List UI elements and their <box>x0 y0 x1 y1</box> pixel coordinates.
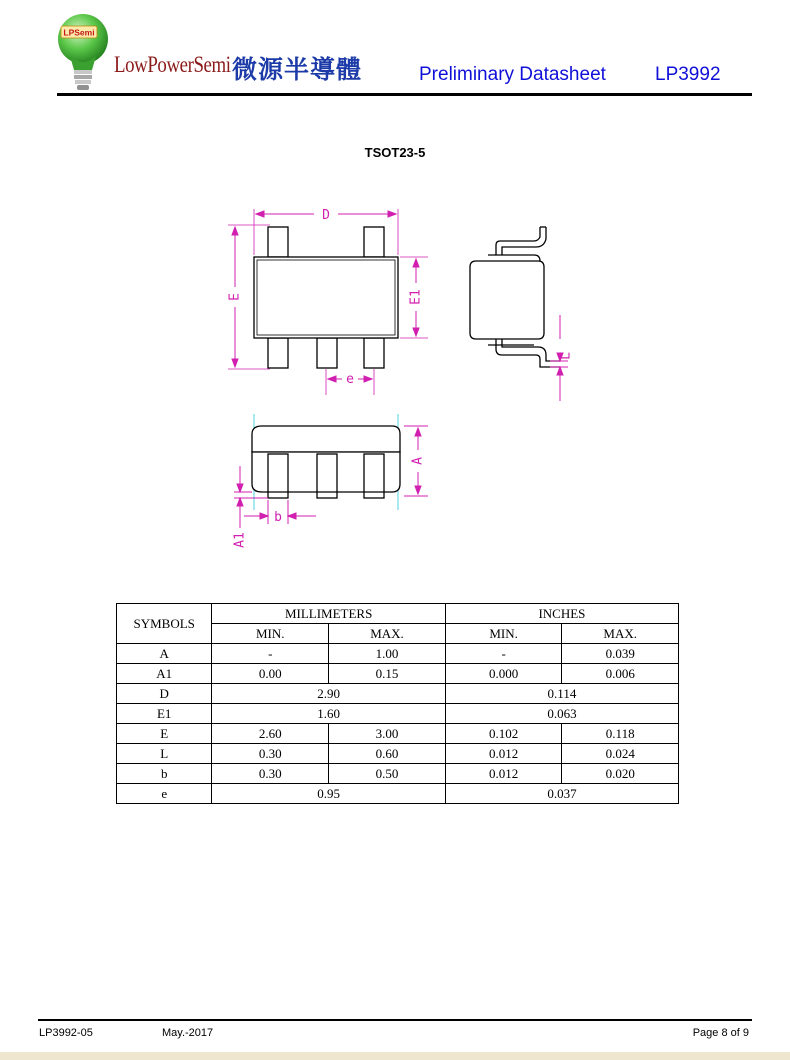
in-nominal-cell: 0.114 <box>445 684 678 704</box>
table-row <box>117 684 679 704</box>
package-front-view <box>216 408 446 568</box>
brand-name-chinese: 微源半導體 <box>232 55 363 84</box>
mm-nominal-cell: 1.60 <box>212 704 445 724</box>
symbol-cell: L <box>117 744 212 764</box>
table-row <box>117 704 679 724</box>
in-max-header: MAX. <box>562 624 679 644</box>
millimeters-header: MILLIMETERS <box>212 604 445 624</box>
footer-date: May.-2017 <box>162 1027 214 1039</box>
symbol-cell: b <box>117 764 212 784</box>
brand-name: LowPowerSemi <box>114 52 231 77</box>
dim-label-d: D <box>322 208 330 223</box>
mm-min-cell: 2.60 <box>212 724 329 744</box>
symbol-cell: e <box>117 784 212 804</box>
package-top-view <box>216 195 446 395</box>
mm-nominal-cell: 2.90 <box>212 684 445 704</box>
document-type: Preliminary Datasheet <box>419 64 606 85</box>
dim-label-a1: A1 <box>232 532 248 548</box>
lpsemi-logo <box>56 12 110 94</box>
mm-min-cell: - <box>212 644 329 664</box>
in-min-header: MIN. <box>445 624 562 644</box>
mm-min-cell: 0.00 <box>212 664 329 684</box>
symbol-cell: E1 <box>117 704 212 724</box>
table-row <box>117 784 679 804</box>
in-nominal-cell: 0.063 <box>445 704 678 724</box>
table-row <box>117 744 679 764</box>
table-row <box>117 764 679 784</box>
in-min-cell: 0.000 <box>445 664 562 684</box>
in-max-cell: 0.006 <box>562 664 679 684</box>
in-max-cell: 0.024 <box>562 744 679 764</box>
in-min-cell: - <box>445 644 562 664</box>
dim-label-b: b <box>274 510 282 525</box>
in-max-cell: 0.118 <box>562 724 679 744</box>
table-row <box>117 644 679 664</box>
package-title: TSOT23-5 <box>364 145 426 160</box>
table-row <box>117 724 679 744</box>
in-nominal-cell: 0.037 <box>445 784 678 804</box>
mm-max-header: MAX. <box>329 624 446 644</box>
mm-max-cell: 0.50 <box>329 764 446 784</box>
footer-rule <box>38 1019 752 1021</box>
logo-text: LPSemi <box>63 27 95 38</box>
dim-label-e: E <box>227 293 243 301</box>
mm-min-cell: 0.30 <box>212 764 329 784</box>
in-min-cell: 0.012 <box>445 744 562 764</box>
header-rule <box>57 93 752 96</box>
footer-document-code: LP3992-05 <box>39 1027 93 1039</box>
in-min-cell: 0.012 <box>445 764 562 784</box>
table-header-row <box>117 604 679 624</box>
mm-nominal-cell: 0.95 <box>212 784 445 804</box>
symbol-cell: D <box>117 684 212 704</box>
bottom-band <box>0 1052 790 1060</box>
symbol-cell: A <box>117 644 212 664</box>
mm-min-header: MIN. <box>212 624 329 644</box>
table-row <box>117 664 679 684</box>
symbols-header: SYMBOLS <box>117 604 212 644</box>
dim-label-e1: E1 <box>408 289 424 305</box>
inches-header: INCHES <box>445 604 678 624</box>
mm-max-cell: 3.00 <box>329 724 446 744</box>
mm-max-cell: 1.00 <box>329 644 446 664</box>
symbol-cell: E <box>117 724 212 744</box>
dim-label-pitch-e: e <box>346 372 354 387</box>
mm-min-cell: 0.30 <box>212 744 329 764</box>
symbol-cell: A1 <box>117 664 212 684</box>
in-max-cell: 0.020 <box>562 764 679 784</box>
mm-max-cell: 0.15 <box>329 664 446 684</box>
mm-max-cell: 0.60 <box>329 744 446 764</box>
footer-page-number: Page 8 of 9 <box>692 1027 749 1039</box>
dimension-table <box>116 603 679 804</box>
part-number: LP3992 <box>655 64 721 85</box>
dim-label-l: L <box>558 352 574 360</box>
package-side-view <box>460 215 580 405</box>
dim-label-a: A <box>410 457 426 465</box>
in-max-cell: 0.039 <box>562 644 679 664</box>
in-min-cell: 0.102 <box>445 724 562 744</box>
